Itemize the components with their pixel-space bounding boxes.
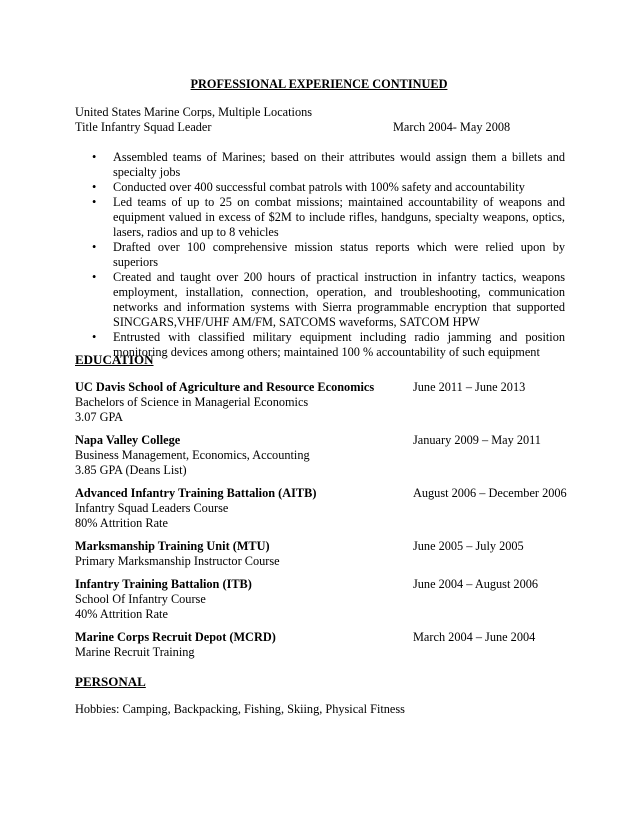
school-dates: June 2011 – June 2013 <box>413 380 526 394</box>
school-detail: 3.85 GPA (Deans List) <box>75 463 187 477</box>
bullet-icon: • <box>92 150 97 164</box>
school-detail: Business Management, Economics, Accounting <box>75 448 310 462</box>
school-dates: June 2004 – August 2006 <box>413 577 539 591</box>
school-name: Napa Valley College <box>75 433 181 447</box>
school-name: Marksmanship Training Unit (MTU) <box>75 539 270 553</box>
list-item: • Entrusted with classified military equipment including radio jamming and position monitoring devices among others; maintained 100 % accountability of such equipment <box>92 330 565 359</box>
school-detail: 80% Attrition Rate <box>75 516 168 530</box>
list-item: • Conducted over 400 successful combat patrols with 100% safety and accountability <box>92 180 525 194</box>
bullet-icon: • <box>92 270 97 284</box>
school-dates: March 2004 – June 2004 <box>413 630 536 644</box>
education-entry <box>75 539 595 569</box>
list-item: • Assembled teams of Marines; based on their attributes would assign them a billets and specialty jobs <box>92 150 565 179</box>
education-heading: EDUCATION <box>75 352 154 367</box>
school-detail: Bachelors of Science in Managerial Economics <box>75 395 309 409</box>
school-detail: Primary Marksmanship Instructor Course <box>75 554 280 568</box>
school-detail: Infantry Squad Leaders Course <box>75 501 229 515</box>
education-entry <box>75 630 595 660</box>
hobbies: Hobbies: Camping, Backpacking, Fishing, Skiing, Physical Fitness <box>75 702 405 716</box>
bullet-icon: • <box>92 330 97 344</box>
job-title-row <box>75 120 565 135</box>
school-name: Advanced Infantry Training Battalion (AITB) <box>75 486 317 500</box>
bullet-icon: • <box>92 240 97 254</box>
bullet-icon: • <box>92 195 97 209</box>
school-detail: 3.07 GPA <box>75 410 124 424</box>
school-detail: School Of Infantry Course <box>75 592 206 606</box>
school-dates: August 2006 – December 2006 <box>413 486 567 500</box>
list-item: • Created and taught over 200 hours of practical instruction in infantry tactics, weapons employment, installation, connection, operation, and troubleshooting, communication networks and information systems with Sierra programmable encryption that supported SINCGARS,VHF/UHF AM/FM, SATCOMS waveforms, SATCOM HPW <box>92 270 565 329</box>
school-name: UC Davis School of Agriculture and Resource Economics <box>75 380 375 394</box>
school-name: Infantry Training Battalion (ITB) <box>75 577 252 591</box>
page-title: PROFESSIONAL EXPERIENCE CONTINUED <box>190 77 448 91</box>
school-detail: Marine Recruit Training <box>75 645 195 659</box>
personal-heading: PERSONAL <box>75 674 146 689</box>
job-title: Title Infantry Squad Leader <box>75 120 212 134</box>
school-dates: June 2005 – July 2005 <box>413 539 524 553</box>
school-dates: January 2009 – May 2011 <box>413 433 541 447</box>
education-entry <box>75 433 595 478</box>
job-bullets <box>75 150 565 360</box>
list-item: • Drafted over 100 comprehensive mission status reports which were relied upon by superiors <box>92 240 565 269</box>
school-detail: 40% Attrition Rate <box>75 607 168 621</box>
job-dates: March 2004- May 2008 <box>393 120 511 134</box>
school-name: Marine Corps Recruit Depot (MCRD) <box>75 630 276 644</box>
education-entry <box>75 486 595 531</box>
education-entry <box>75 380 595 425</box>
education-entry <box>75 577 595 622</box>
bullet-icon: • <box>92 180 97 194</box>
employer: United States Marine Corps, Multiple Locations <box>75 105 313 119</box>
list-item: • Led teams of up to 25 on combat missions; maintained accountability of weapons and equipment valued in excess of $2M to include rifles, handguns, specialty weapons, optics, lasers, radios and up to 8 vehicles <box>92 195 565 239</box>
